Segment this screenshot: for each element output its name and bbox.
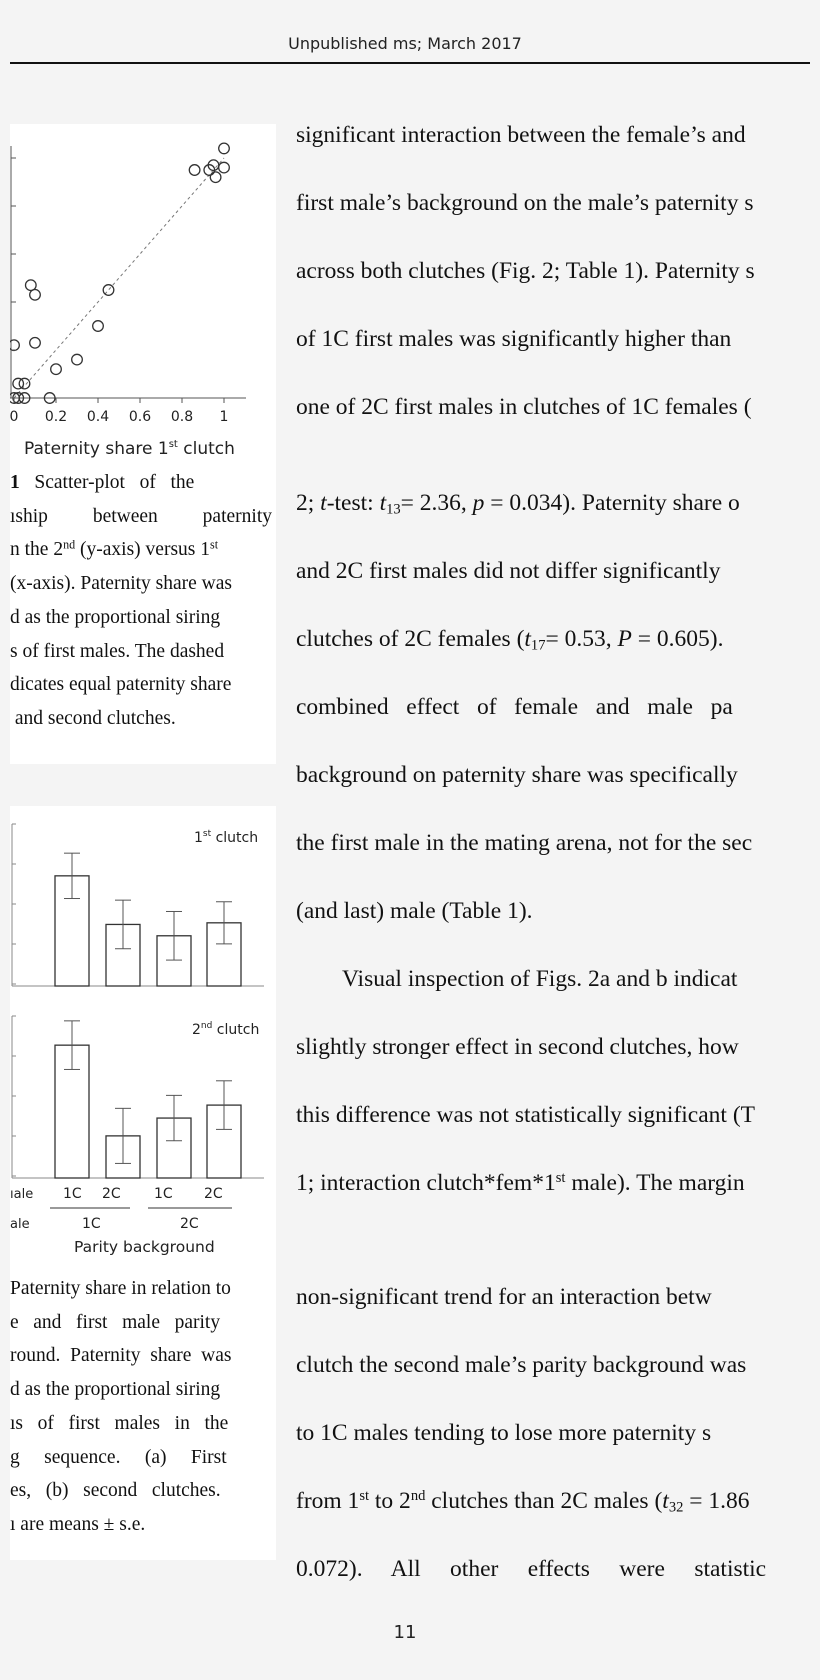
body-line: and 2C first males did not differ significantly <box>296 558 721 584</box>
row-label-female: ale <box>10 1217 30 1232</box>
x-tick-label: 0.4 <box>86 409 110 425</box>
body-line: 0.072). All other effects were statistic <box>296 1556 767 1582</box>
x-tick-label: 1 <box>219 409 229 425</box>
male-tick-label: 2C <box>102 1186 121 1202</box>
panel-1-label: 1st clutch <box>194 829 259 846</box>
scatter-point <box>210 172 221 183</box>
scatter-point <box>189 165 200 176</box>
body-line: slightly stronger effect in second clutches, how <box>296 1034 739 1060</box>
scatter-point <box>30 290 41 301</box>
body-line: combined effect of female and male pa <box>296 694 733 720</box>
caption-line: ıs of first males in the <box>10 1412 229 1434</box>
body-line: 1; interaction clutch*fem*1st male). The margin <box>296 1170 745 1196</box>
caption-line: Scatter-plot of the <box>19 472 195 493</box>
header-rule <box>10 62 810 64</box>
caption-line: (x-axis). Paternity share was <box>10 573 233 595</box>
female-group-label: 2C <box>180 1216 199 1232</box>
body-line: from 1st to 2nd clutches than 2C males ($t_{32} = 1.86$ <box>296 1488 750 1516</box>
bar-chart <box>10 806 276 1266</box>
figure-1-caption <box>10 466 272 736</box>
x-tick-label: 0.8 <box>170 409 194 425</box>
caption-line: e and first male parity <box>10 1311 221 1333</box>
body-line: of 1C first males was significantly higher than <box>296 326 732 352</box>
caption-line: and second clutches. <box>10 707 176 729</box>
caption-line: g sequence. (a) First <box>10 1446 227 1468</box>
figure-2-caption <box>10 1272 272 1542</box>
body-line: to 1C males tending to lose more paternity s <box>296 1420 712 1446</box>
caption-line: dicates equal paternity share <box>10 674 232 696</box>
body-line: this difference was not statistically significant (T <box>296 1102 755 1128</box>
female-group-label: 1C <box>82 1216 101 1232</box>
caption-line: s of first males. The dashed <box>10 640 225 662</box>
body-line: Visual inspection of Figs. 2a and b indicat <box>342 966 738 992</box>
x-tick-label: 0.2 <box>44 409 68 425</box>
body-line: 2; t-test: $t_{13}= 2.36$, p = 0.034). Paternity share o <box>296 490 740 518</box>
scatter-point <box>93 321 104 332</box>
bar-chart-xlabel: Parity background <box>74 1238 215 1256</box>
body-line: clutch the second male’s parity background was <box>296 1352 747 1378</box>
panel-2-label: 2nd clutch <box>192 1021 260 1038</box>
body-line: background on paternity share was specifically <box>296 762 738 788</box>
male-tick-label: 2C <box>204 1186 223 1202</box>
caption-line: d as the proportional siring <box>10 606 221 628</box>
body-line: across both clutches (Fig. 2; Table 1). Paternity s <box>296 258 755 284</box>
scatter-point <box>219 143 230 154</box>
figure-2 <box>10 806 276 1560</box>
row-label-male: ıale <box>10 1187 34 1202</box>
body-line: non-significant trend for an interaction betw <box>296 1284 712 1310</box>
scatter-point <box>51 364 62 375</box>
running-header: Unpublished ms; March 2017 <box>288 34 522 53</box>
body-text <box>296 100 810 1620</box>
body-line: significant interaction between the female’s and <box>296 122 746 148</box>
body-line: clutches of 2C females ($t_{17}= 0.53$, P = 0.605). <box>296 626 724 654</box>
body-line: first male’s background on the male’s paternity s <box>296 190 754 216</box>
caption-line: Paternity share in relation to <box>10 1278 231 1299</box>
male-tick-label: 1C <box>154 1186 173 1202</box>
scatter-point <box>19 378 30 389</box>
x-tick-label: 0.6 <box>128 409 152 425</box>
male-tick-label: 1C <box>63 1186 82 1202</box>
scatter-point <box>219 162 230 173</box>
caption-line: round. Paternity share was <box>10 1345 232 1367</box>
body-line: the first male in the mating arena, not for the sec <box>296 830 753 856</box>
figure-1-number: 1 <box>10 472 20 493</box>
page-number: 11 <box>393 1622 417 1643</box>
caption-line: ı are means ± s.e. <box>10 1513 146 1535</box>
scatter-point <box>72 354 83 365</box>
reference-line <box>14 158 224 398</box>
body-line: one of 2C first males in clutches of 1C females ( <box>296 394 752 420</box>
scatter-point <box>13 378 24 389</box>
scatter-point <box>103 285 114 296</box>
x-tick-label: 0 <box>10 409 19 425</box>
caption-line: n the 2nd (y-axis) versus 1st <box>10 537 219 561</box>
scatter-xlabel: Paternity share 1st clutch <box>24 439 235 459</box>
caption-line: ıship between paternity <box>10 505 272 527</box>
caption-line: es, (b) second clutches. <box>10 1480 221 1502</box>
figure-1 <box>10 124 276 764</box>
scatter-plot <box>10 124 276 464</box>
scatter-point <box>30 338 41 349</box>
body-line: (and last) male (Table 1). <box>296 898 533 924</box>
caption-line: d as the proportional siring <box>10 1379 221 1401</box>
